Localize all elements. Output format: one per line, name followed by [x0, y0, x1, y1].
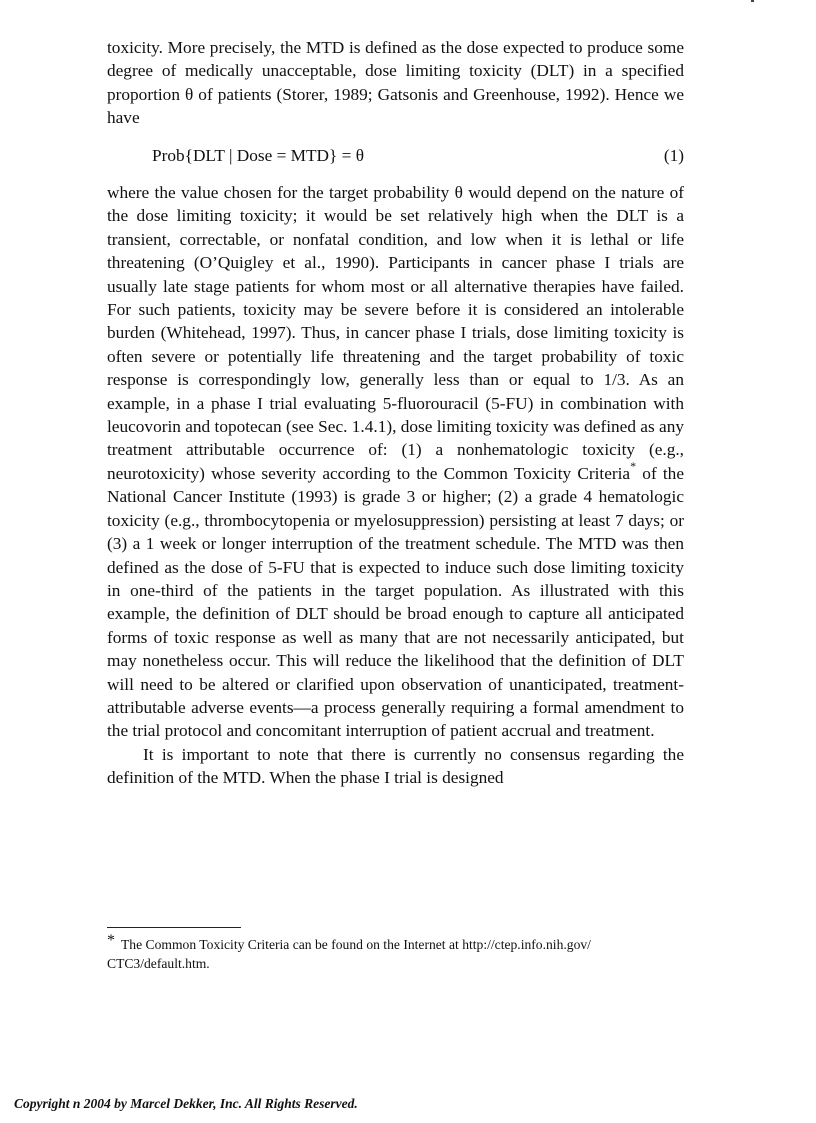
copyright-notice: Copyright n 2004 by Marcel Dekker, Inc. All Rights Reserved.: [14, 1096, 358, 1111]
paragraph-3: It is important to note that there is currently no consensus regarding the definition of the MTD. When the phase I trial is designed: [107, 744, 684, 788]
paragraph-1: toxicity. More precisely, the MTD is defined as the dose expected to produce some degree of medically unacceptable, dose limiting toxicity (DLT) in a specified proportion θ of patients (Storer, 1989; Gatsonis and Greenhouse, 1992). Hence we have: [107, 38, 684, 128]
footnote-marker: *: [107, 932, 115, 949]
body-text: [107, 36, 684, 790]
equation-number: (1): [663, 145, 684, 165]
footnote-line-2: CTC3/default.htm.: [107, 956, 210, 971]
paragraph-2-part-1: where the value chosen for the target probability θ would depend on the nature of the dose limiting toxicity; it would be set relatively high when the DLT is a transient, correctable, or nonfatal condition, and low when it is lethal or life threatening (O’Quigley et al., 1990). Participants in cancer phase I trials are usually late stage patients for whom most or all alternative therapies have failed. For such patients, toxicity may be severe before it is considered an intolerable burden (Whitehead, 1997). Thus, in cancer phase I trials, dose limiting toxicity is often severe or potentially life threatening and the target probability of toxic response is correspondingly low, generally less than or equal to 1/3. As an example, in a phase I trial evaluating 5-fluorouracil (5-FU) in combination with leucovorin and topotecan (see Sec. 1.4.1), dose limiting toxicity was defined as any treatment attributable occurrence of: (1) a nonhematologic toxicity (e.g., neurotoxicity) whose severity according to the Common Toxicity Criteria: [107, 183, 684, 483]
equation-1: [107, 144, 684, 167]
footnote-line-1: The Common Toxicity Criteria can be found on the Internet at http://ctep.info.nih.gov/: [121, 937, 591, 952]
paragraph-2: [107, 181, 684, 743]
footnote-reference-marker: *: [630, 459, 637, 474]
page-corner-mark: [751, 0, 754, 2]
equation-expression: Prob{DLT | Dose = MTD} = θ: [152, 145, 364, 165]
paragraph-2-part-2: of the National Cancer Institute (1993) is grade 3 or higher; (2) a grade 4 hematologic toxicity (e.g., thrombocytopenia or myelosuppression) persisting at least 7 days; or (3) a 1 week or longer interruption of the treatment schedule. The MTD was then defined as the dose of 5-FU that is expected to induce such dose limiting toxicity in one-third of the patients in the target population. As illustrated with this example, the definition of DLT should be broad enough to capture all anticipated forms of toxic response as well as many that are not necessarily anticipated, but may nonetheless occur. This will reduce the likelihood that the definition of DLT will need to be altered or clarified upon observation of unanticipated, treatment-attributable adverse events—a process generally requiring a formal amendment to the trial protocol and concomitant interruption of patient accrual and treatment.: [107, 463, 684, 741]
footnote: [107, 932, 684, 973]
footnote-divider: [107, 927, 241, 928]
